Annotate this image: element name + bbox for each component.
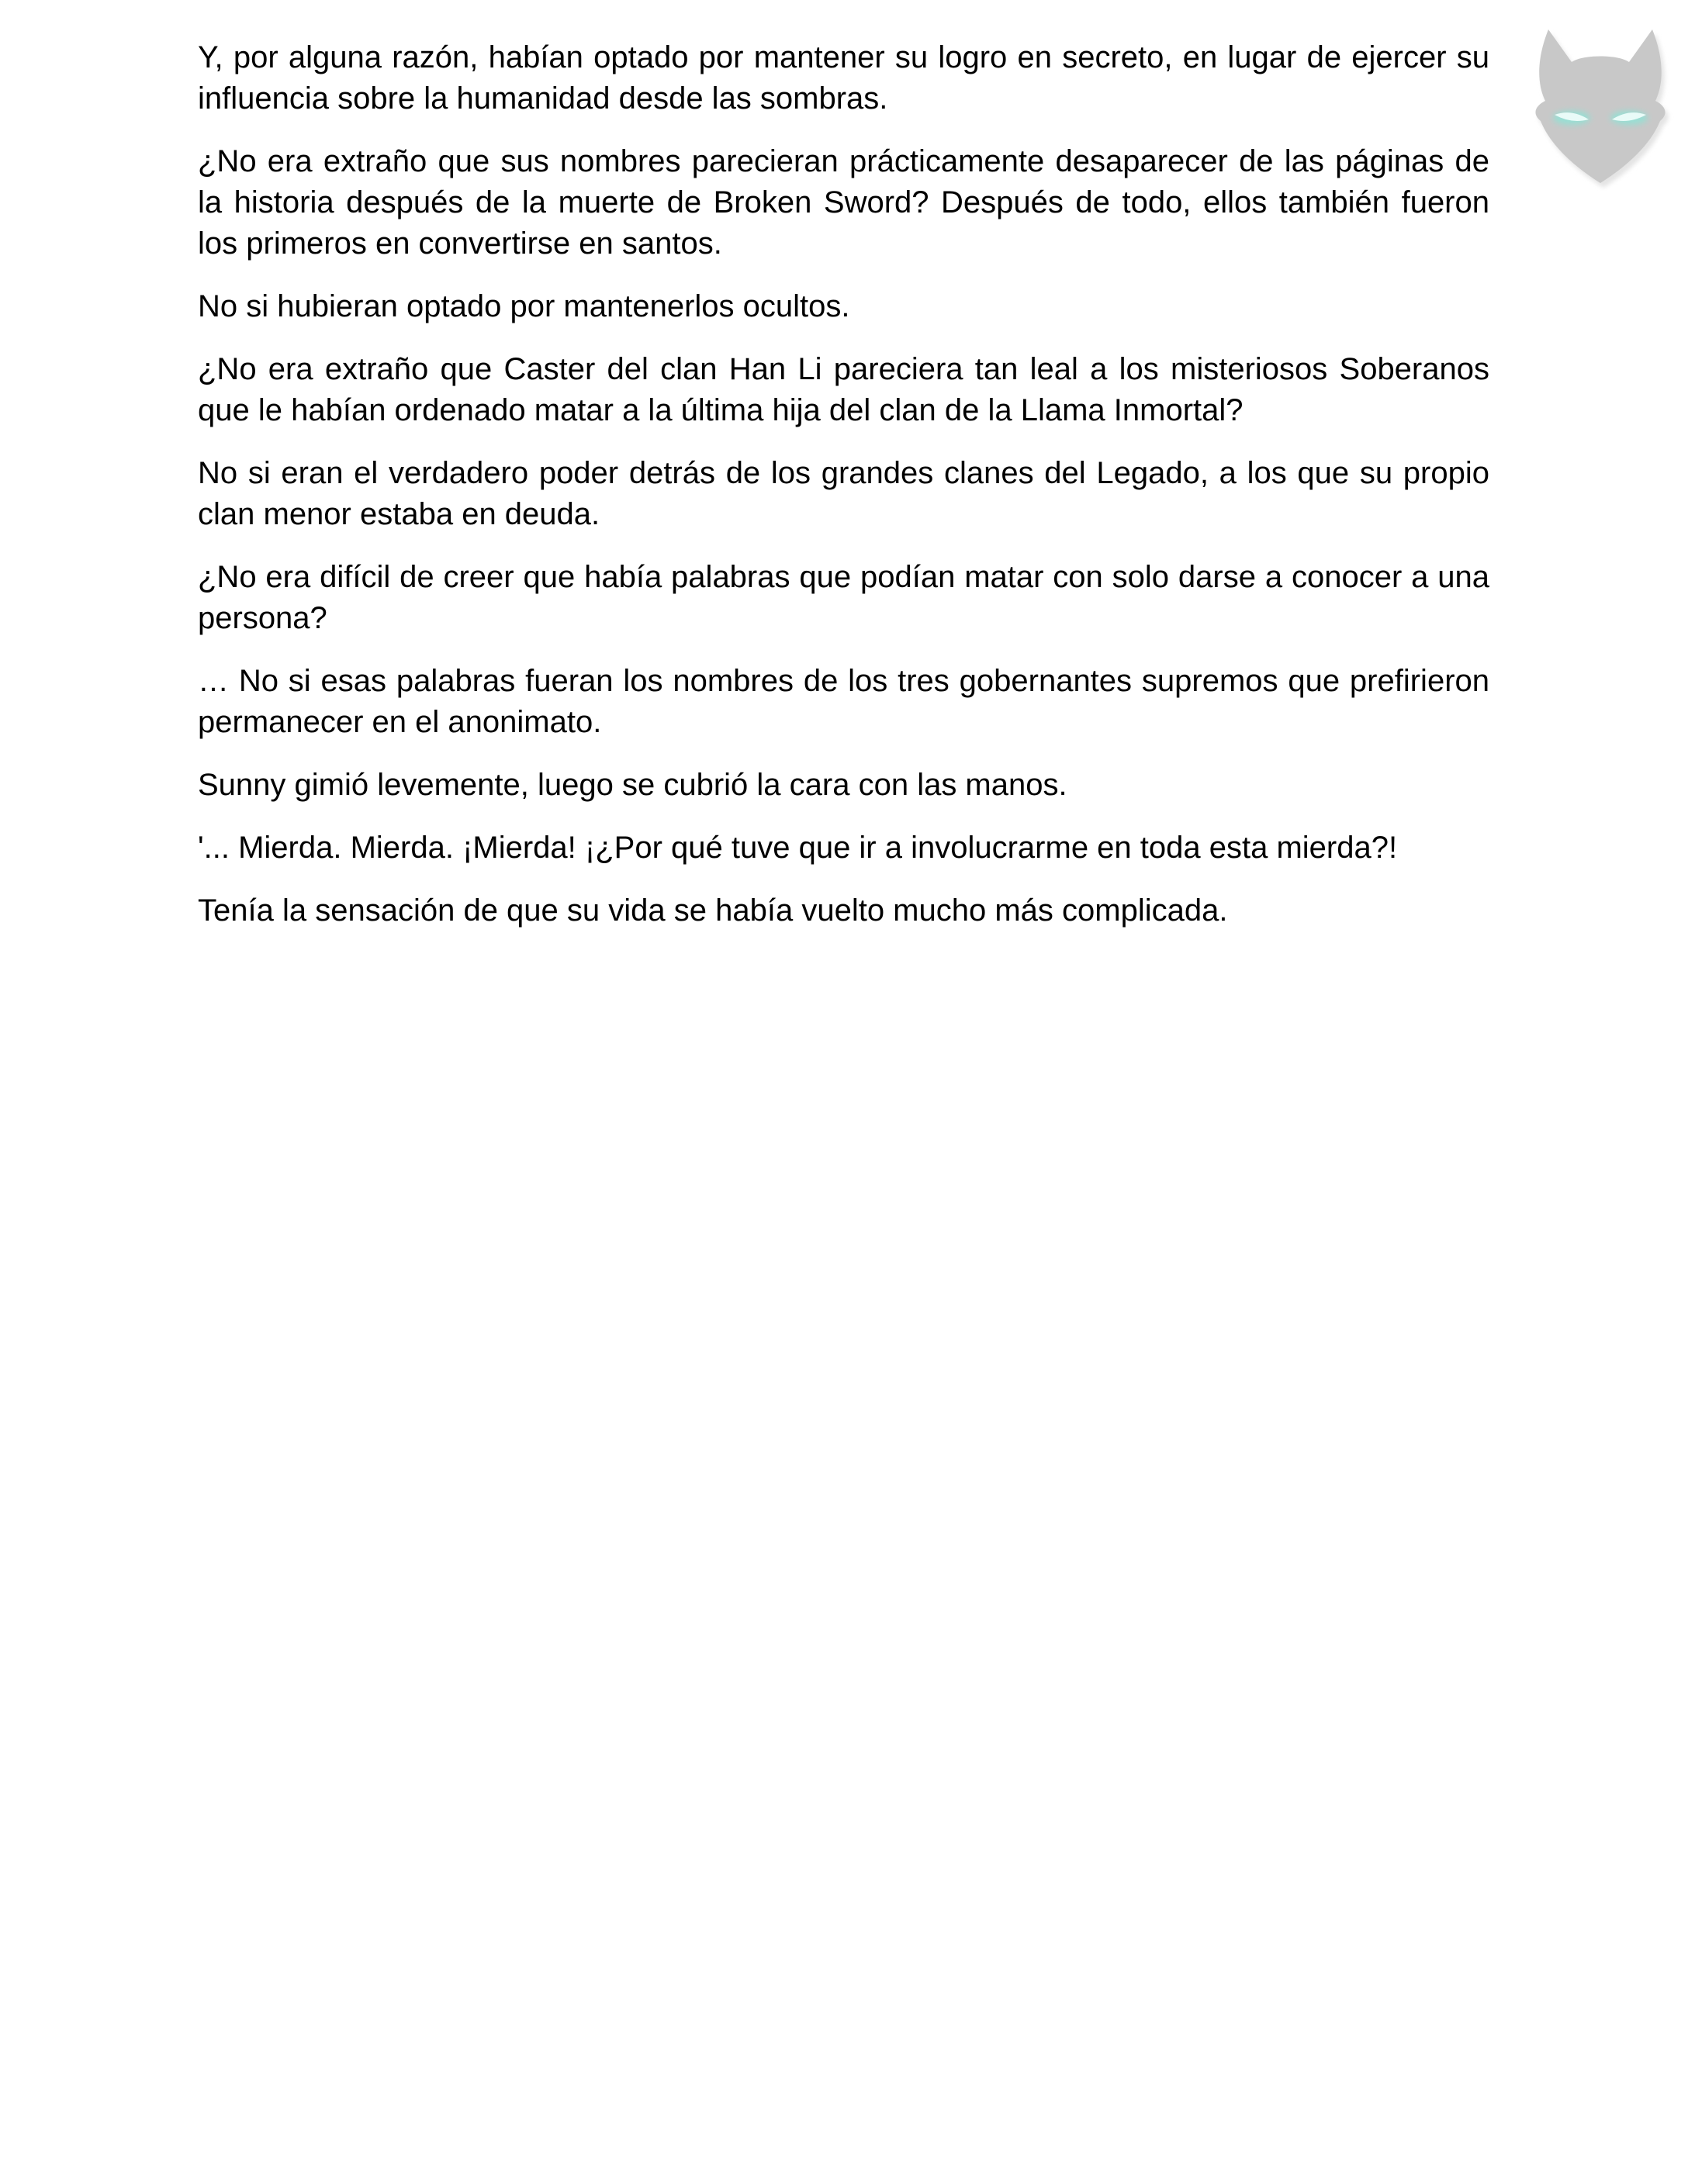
paragraph-9: '... Mierda. Mierda. ¡Mierda! ¡¿Por qué tuve que ir a involucrarme en toda esta mierda?! [198, 831, 1398, 865]
paragraph-4: ¿No era extraño que Caster del clan Han Li pareciera tan leal a los misteriosos Soberanos que le habían ordenado matar a la última hija del clan de la Llama Inmortal? [198, 352, 1489, 427]
paragraph-7: … No si esas palabras fueran los nombres de los tres gobernantes supremos que prefirieron permanecer en el anonimato. [198, 664, 1489, 739]
paragraph-5: No si eran el verdadero poder detrás de los grandes clanes del Legado, a los que su propio clan menor estaba en deuda. [198, 456, 1489, 531]
demon-head-icon [1527, 14, 1674, 192]
paragraph-3: No si hubieran optado por mantenerlos ocultos. [198, 289, 850, 323]
paragraph-1: Y, por alguna razón, habían optado por mantener su logro en secreto, en lugar de ejercer su influencia sobre la humanidad desde las sombras. [198, 40, 1489, 116]
paragraph-2: ¿No era extraño que sus nombres parecieran prácticamente desaparecer de las páginas de la historia después de la muerte de Broken Sword? Después de todo, ellos también fueron los primeros en convertirse en santos. [198, 144, 1489, 261]
paragraph-6: ¿No era difícil de creer que había palabras que podían matar con solo darse a conocer a una persona? [198, 560, 1489, 635]
paragraph-10: Tenía la sensación de que su vida se había vuelto mucho más complicada. [198, 893, 1228, 928]
document-body [198, 37, 1489, 931]
paragraph-8: Sunny gimió levemente, luego se cubrió la cara con las manos. [198, 768, 1067, 802]
